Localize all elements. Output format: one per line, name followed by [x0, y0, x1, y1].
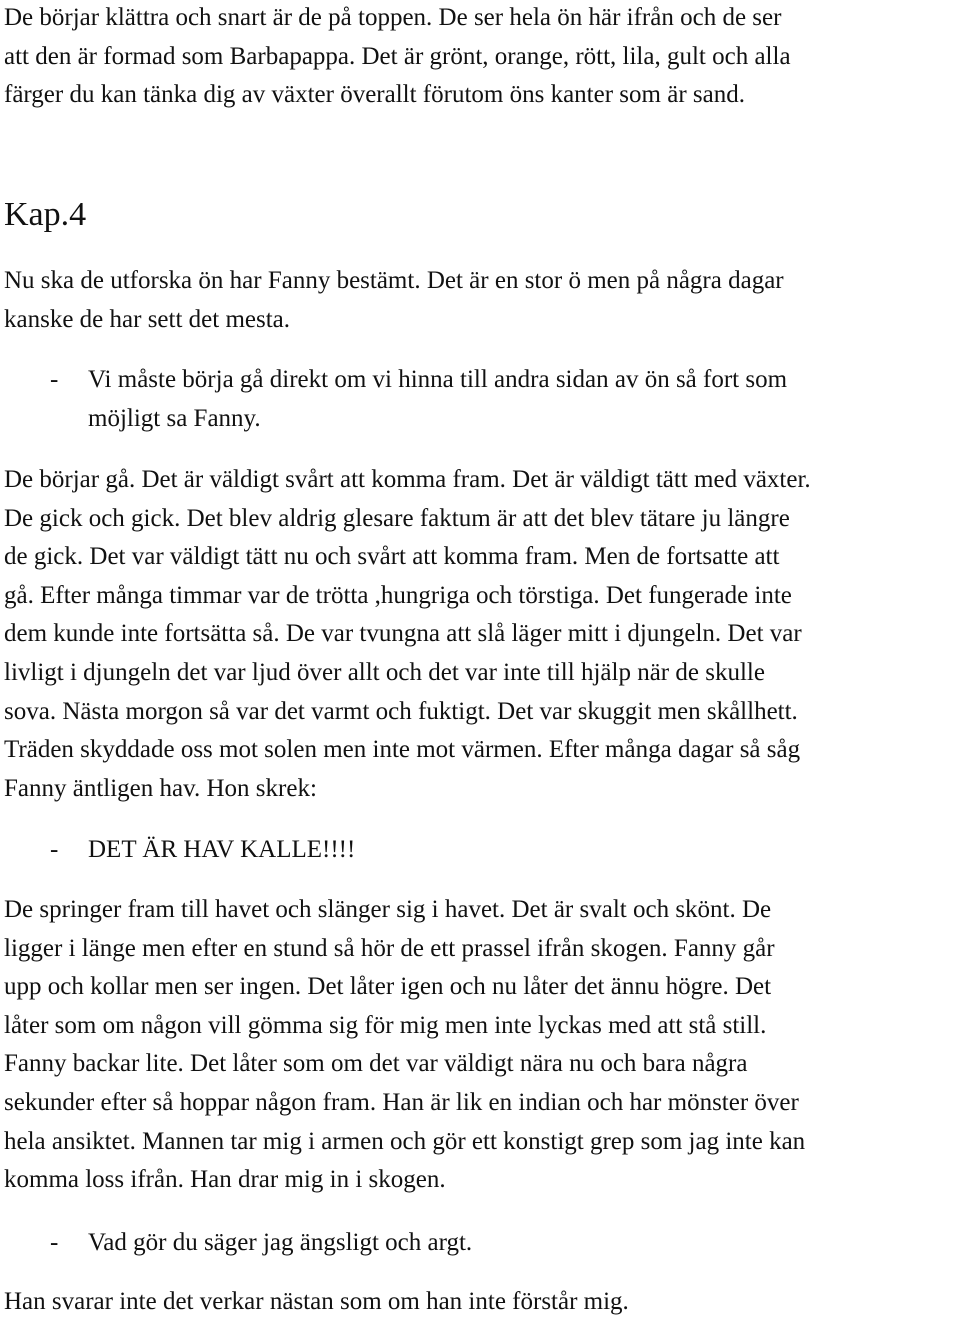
dialog-line-1	[4, 361, 787, 438]
text-line: dem kunde inte fortsätta så. De var tvungna att slå läger mitt i djungeln. Det var	[4, 620, 802, 648]
dialog-dash: -	[50, 366, 59, 393]
dialog-line-2	[4, 831, 355, 870]
text-line: Han svarar inte det verkar nästan som om han inte förstår mig.	[4, 1288, 629, 1315]
chapter-paragraph-3	[4, 891, 805, 1200]
text-line: livligt i djungeln det var ljud över allt och det var inte till hjälp när de skulle	[4, 658, 765, 686]
text-line: sova. Nästa morgon så var det varmt och fuktigt. Det var skuggit men skållhett.	[4, 697, 798, 725]
dialog-line-3	[4, 1224, 472, 1263]
chapter-paragraph-2	[4, 461, 811, 808]
chapter-paragraph-4	[4, 1283, 629, 1322]
text-line: Träden skyddade oss mot solen men inte mot värmen. Efter många dagar så såg	[4, 736, 801, 764]
text-line: DET ÄR HAV KALLE!!!!	[88, 836, 356, 863]
text-line: kanske de har sett det mesta.	[4, 305, 291, 333]
text-line: De börjar gå. Det är väldigt svårt att komma fram. Det är väldigt tätt med växter.	[4, 466, 811, 493]
text-line: ligger i länge men efter en stund så hör de ett prassel ifrån skogen. Fanny går	[4, 934, 775, 962]
chapter-paragraph-1	[4, 262, 784, 339]
text-line: De gick och gick. Det blev aldrig glesare faktum är att det blev tätare ju längre	[4, 504, 790, 532]
text-line: Fanny backar lite. Det låter som om det var väldigt nära nu och bara några	[4, 1050, 748, 1078]
text-line: De springer fram till havet och slänger sig i havet. Det är svalt och skönt. De	[4, 896, 772, 923]
text-line: att den är formad som Barbapappa. Det är grönt, orange, rött, lila, gult och alla	[4, 42, 791, 70]
text-line: de gick. Det var väldigt tätt nu och svårt att komma fram. Men de fortsatte att	[4, 543, 780, 571]
text-line: upp och kollar men ser ingen. Det låter igen och nu låter det ännu högre. Det	[4, 973, 772, 1001]
text-line: komma loss ifrån. Han drar mig in i skogen.	[4, 1166, 446, 1194]
dialog-dash: -	[50, 836, 59, 863]
text-line: färger du kan tänka dig av växter överallt förutom öns kanter som är sand.	[4, 81, 745, 109]
intro-paragraph	[4, 0, 791, 115]
text-line: De börjar klättra och snart är de på toppen. De ser hela ön här ifrån och de ser	[4, 4, 782, 31]
text-line: Fanny äntligen hav. Hon skrek:	[4, 774, 317, 802]
text-line: Vi måste börja gå direkt om vi hinna till andra sidan av ön så fort som	[88, 366, 788, 393]
text-line: hela ansiktet. Mannen tar mig i armen och gör ett konstigt grep som jag inte kan	[4, 1127, 806, 1155]
text-line: gå. Efter många timmar var de trötta ,hungriga och törstiga. Det fungerade inte	[4, 581, 792, 609]
text-line: möjligt sa Fanny.	[88, 404, 261, 432]
dialog-dash: -	[50, 1229, 59, 1256]
text-line: sekunder efter så hoppar någon fram. Han är lik en indian och har mönster över	[4, 1088, 799, 1116]
text-line: låter som om någon vill gömma sig för mig men inte lyckas med att stå still.	[4, 1011, 767, 1039]
text-line: Vad gör du säger jag ängsligt och argt.	[88, 1229, 473, 1256]
text-line: Nu ska de utforska ön har Fanny bestämt. Det är en stor ö men på några dagar	[4, 267, 784, 294]
chapter-heading: Kap.4	[4, 196, 87, 233]
